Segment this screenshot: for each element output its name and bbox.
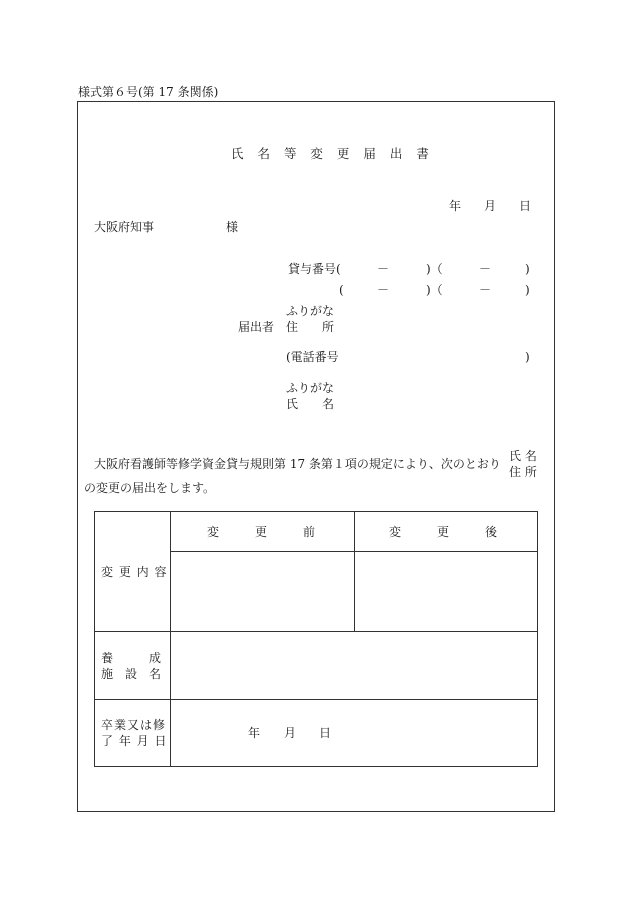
graduation-year: 年 [248,726,261,740]
table-divider-v2 [354,511,355,632]
row-graduation-line-1: 卒業又は修 [101,718,167,732]
loan-dash-4: － [479,283,492,297]
date-year: 年 [449,199,462,213]
furigana-name: ふりがな [286,381,335,395]
phone-label: (電話番号 [286,350,339,364]
applicant-role: 届出者 [238,320,275,334]
graduation-month: 月 [284,726,297,740]
loan-open-2: ( [339,283,344,297]
document-title: 氏 名 等 変 更 届 出 書 [231,146,434,161]
row-change-content: 変 更 内 容 [101,565,168,579]
addressee-name: 大阪府知事 [94,220,155,234]
loan-close-2: ) [525,283,530,297]
row-graduation-line-2: 了 年 月 日 [101,734,168,748]
option-name: 氏 名 [509,449,537,463]
option-address: 住 所 [509,465,537,479]
date-day: 日 [519,199,532,213]
loan-separator-1: )（ [426,262,443,276]
loan-number-label: 貸与番号( [288,262,341,276]
furigana-address: ふりがな [286,304,335,318]
loan-separator-2: )（ [426,283,443,297]
name-label: 氏 名 [286,397,335,411]
date-month: 月 [484,199,497,213]
loan-close-1: ) [525,262,530,276]
table-divider-h1 [170,551,538,552]
phone-close: ) [525,350,530,364]
header-after: 変 更 後 [389,525,498,539]
graduation-day: 日 [319,726,332,740]
loan-dash-3: － [377,283,390,297]
table-divider-h3 [94,699,538,700]
statement-line-1: 大阪府看護師等修学資金貸与規則第 17 条第１項の規定により、次のとおり [94,457,501,471]
loan-dash-2: － [479,262,492,276]
loan-dash-1: － [377,262,390,276]
table-divider-v1 [170,511,171,767]
table-divider-h2 [94,631,538,632]
header-before: 変 更 前 [207,525,316,539]
statement-line-2: の変更の届出をします。 [84,481,216,495]
address-label: 住 所 [286,320,335,334]
form-number: 様式第６号(第 17 条関係) [78,85,219,99]
row-school-line-1: 養 成 [101,651,162,665]
addressee-honorific: 様 [226,220,239,234]
row-school-line-2: 施 設 名 [101,667,162,681]
